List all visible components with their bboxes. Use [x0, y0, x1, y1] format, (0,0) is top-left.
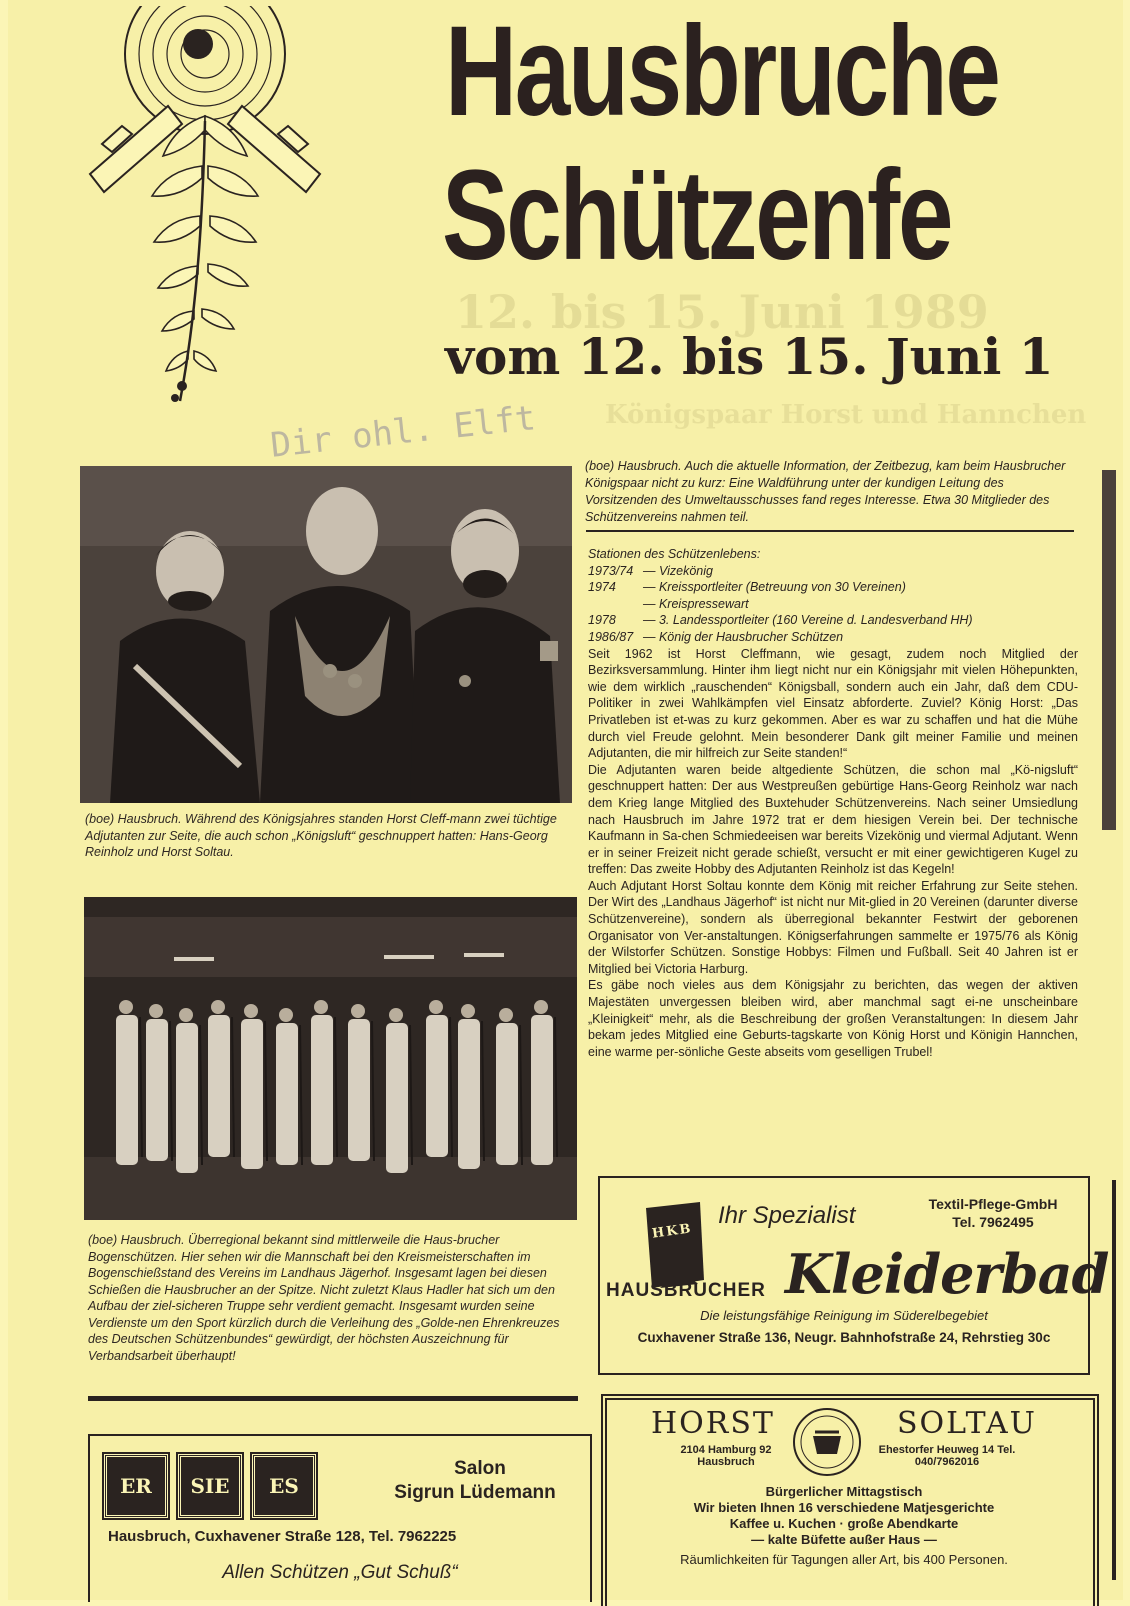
column-rule [586, 530, 1074, 532]
station-year: 1974 [588, 580, 616, 595]
salon-logo-box: ES [252, 1454, 316, 1518]
photo-king-and-adjutants [80, 466, 572, 803]
kleiderbad-company: Textil-Pflege-GmbH [928, 1196, 1058, 1212]
article-paragraph: Es gäbe noch vieles aus dem Königsjahr zu berichten, das wegen der aktiven Majestäten unvergessen bleiben wird, aber manchmal sagt ei-ne unscheinbare „Kleinigkeit“ mehr, als die Beschreibung der großen Veranstaltungen: In diesem Jahr bekam jedes Mitglied eine Geburts-tagskarte von König Horst und Königin Hannchen, eine warme per-sönliche Geste abseits vom geselligen Trubel! [588, 978, 1078, 1059]
adjacent-column-rule [1112, 1180, 1116, 1580]
adjacent-photo-edge [1102, 470, 1116, 830]
soltau-address-left: 2104 Hamburg 92 Hausbruch [680, 1444, 772, 1468]
ad-kleiderbad [598, 1176, 1109, 1375]
headline-line-1: Hausbruche [445, 0, 999, 143]
station-row [588, 563, 1078, 580]
station-text: — König der Hausbrucher Schützen [643, 629, 844, 644]
photo2-caption: (boe) Hausbruch. Überregional bekannt sind mittlerweile die Haus-brucher Bogenschützen. Hier sehen wir die Mannschaft bei den Kreismeisterschaften im Bogenschießstand des Vereins im Landhaus Jägerhof. Insgesamt lagen bei diesen Schießen die Hausbrucher an der Spitze. Nicht zuletzt Klaus Hadler hat sich um den Aufbau der ziel-sicheren Truppe sehr verdient gemacht. Insgesamt wurden seine Verdienste um den Sport kürzlich durch die Verleihung des „Golde-nen Ehrenkreuzes des Deutschen Schützenbundes“ gewürdigt, der höchsten Auszeichnung für Verbandsarbeit überhaupt! [88, 1233, 560, 1363]
shooting-club-emblem [70, 6, 340, 416]
article-body [588, 546, 1078, 1060]
station-row [588, 596, 1078, 613]
station-year: 1986/87 [588, 629, 634, 644]
kleiderbad-brand: Kleiderbad [785, 1242, 1109, 1306]
bleed-through-names: Königspaar Horst und Hannchen [605, 400, 1087, 430]
station-text: — Kreissportleiter (Betreuung von 30 Vereinen) [643, 580, 906, 595]
salon-logo [104, 1454, 316, 1518]
intro-text: (boe) Hausbruch. Auch die aktuelle Information, der Zeitbezug, kam beim Hausbrucher Königspaar nicht zu kurz: Eine Waldführung unter der kundigen Leitung des Vorsitzenden des Umweltausschusses fand reges Interesse. Etwa 30 Mitglieder des Schützenvereins nahmen teil. [585, 459, 1066, 524]
handwritten-note: Dir ohl. Elft [268, 398, 538, 466]
kleiderbad-addresses: Cuxhavener Straße 136, Neugr. Bahnhofstraße 24, Rehrstieg 30c [637, 1330, 1051, 1345]
headline-line-2: Schützenfe [442, 144, 952, 287]
station-row [588, 629, 1078, 646]
station-text: — Kreispressewart [643, 596, 749, 611]
soltau-line-4: — kalte Büfette außer Haus — [751, 1532, 937, 1547]
soltau-crest-icon [791, 1406, 863, 1478]
soltau-name-left: HORST [651, 1406, 775, 1441]
station-year [588, 596, 643, 613]
bleed-through-date: 12. bis 15. Juni 1989 [455, 285, 989, 339]
photo1-caption: (boe) Hausbruch. Während des Königsjahres standen Horst Cleff-mann zwei tüchtige Adjutanten zur Seite, die auch schon „Königsluft“ geschnuppert hatten: Hans-Georg Reinholz und Horst Soltau. [85, 812, 557, 859]
kleiderbad-slogan: Die leistungsfähige Reinigung im Süderelbegebiet [700, 1308, 988, 1323]
photo-illustration [80, 466, 572, 803]
photo-illustration [84, 897, 577, 1220]
stations-title: Stationen des Schützenlebens: [588, 547, 761, 561]
kleiderbad-logo-icon [638, 1200, 710, 1290]
article-paragraph: Auch Adjutant Horst Soltau konnte dem König mit reicher Erfahrung zur Seite stehen. Der Wirt des „Landhaus Jägerhof“ ist nicht nur Mit-glied in 20 Vereinen (darunter diverse Schützenvereine), sondern als überregional bekannter Festwirt der geborenen Organisator von Ver-anstaltungen. Königserfahrungen sammelte er 1975/76 als König der Wilstorfer Schützen. Sonstige Hobbys: Filmen und Fußball. Seit 40 Jahren ist er Mitglied bei Victoria Harburg. [588, 878, 1078, 976]
soltau-name-right: SOLTAU [897, 1406, 1037, 1441]
station-text: — Vizekönig [643, 563, 713, 578]
station-year: 1978 [588, 613, 616, 628]
ad-salon-luedemann [88, 1434, 592, 1602]
kleiderbad-phone: Tel. 7962495 [952, 1214, 1034, 1230]
section-rule [88, 1396, 578, 1401]
soltau-line-1: Bürgerlicher Mittagstisch [765, 1484, 923, 1499]
soltau-line-2: Wir bieten Ihnen 16 verschiedene Matjesgerichte [693, 1500, 995, 1515]
soltau-line-3: Kaffee u. Kuchen · große Abendkarte [729, 1516, 959, 1531]
station-row [588, 612, 1078, 629]
article-paragraph: Seit 1962 ist Horst Cleffmann, wie gesagt, zudem noch Mitglied der Bezirksversammlung. Hinter ihm liegt nicht nur ein Königsjahr mit vielen Höhepunkten, wie dem wirklich „rauschenden“ Königsball, sondern auch ein Jahr, daß dem CDU-Politiker in zwei Wahlkämpfen viel Einsatz abforderte. Zuviel? König Horst: „Das Privatleben ist et-was zu kurz gekommen. Aber es war zu schaffen und hat die Mühe durch viel Freude gelohnt. Mein besonderer Dank gilt meiner Familie und meinen Adjutanten, die mir hilfreich zur Seite standen!“ [588, 646, 1078, 761]
headline-date: vom 12. bis 15. Juni 1 [445, 327, 1054, 386]
station-row [588, 579, 1078, 596]
station-text: — 3. Landessportleiter (160 Vereine d. Landesverband HH) [643, 613, 973, 628]
soltau-line-5: Räumlichkeiten für Tagungen aller Art, bis 400 Personen. [680, 1552, 1008, 1567]
kleiderbad-prefix: HAUSBRUCHER [606, 1280, 766, 1301]
station-year: 1973/74 [588, 563, 634, 578]
salon-greeting: Allen Schützen „Gut Schuß“ [222, 1562, 458, 1583]
kleiderbad-tagline: Ihr Spezialist [718, 1202, 856, 1229]
salon-logo-box: SIE [178, 1454, 242, 1518]
photo-archery-team [84, 897, 577, 1220]
salon-title: Salon [454, 1458, 506, 1479]
salon-address: Hausbruch, Cuxhavener Straße 128, Tel. 7962225 [108, 1528, 457, 1545]
kleiderbad-logo-letters: HKB [651, 1221, 694, 1242]
soltau-address-right: Ehestorfer Heuweg 14 Tel. 040/7962016 [878, 1444, 1016, 1468]
salon-owner: Sigrun Lüdemann [394, 1482, 556, 1503]
ad-horst-soltau [601, 1394, 1099, 1606]
stations-list [588, 546, 1078, 646]
salon-logo-box: ER [104, 1454, 168, 1518]
article-paragraph: Die Adjutanten waren beide altgediente Schützen, die schon mal „Kö-nigsluft“ geschnuppert hatten: Der aus Westpreußen gebürtige Hans-Georg Reinholz war nach dem Krieg lange Mitglied des Buxtehuder Schützenvereins. Nach seiner Umsiedlung nach Hausbruch im Jahre 1972 trat er dem hiesigen Verein bei. Der technische Kaufmann in Sa-chen Schmiedeeisen war bereits Vizekönig und viermal Adjutant. Wenn er in seiner Freizeit nicht gerade schießt, versucht er mit einer gewichtigeren Kugel zu treffen: Das zweite Hobby des Adjutanten Reinholz ist das Kegeln! [588, 762, 1078, 877]
